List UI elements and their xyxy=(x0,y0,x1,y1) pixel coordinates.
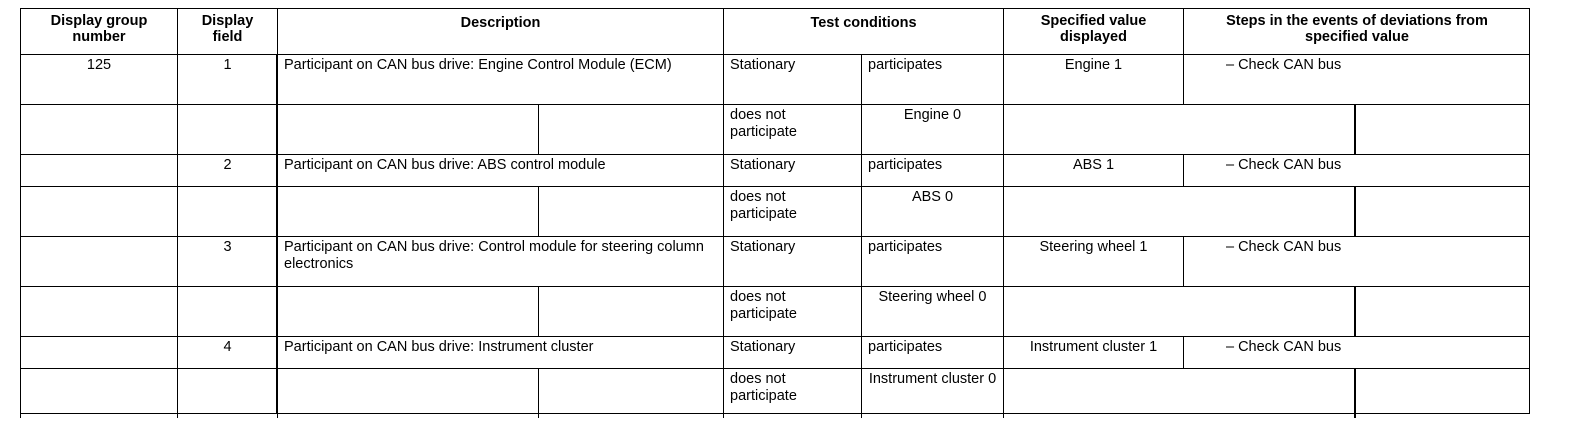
row-group-number xyxy=(20,236,177,286)
header-test-conditions: Test conditions xyxy=(723,8,1003,54)
alt-row-value: ABS 0 xyxy=(861,186,1003,236)
alt-divider xyxy=(1354,104,1356,154)
alt-row-empty-a xyxy=(1003,186,1355,236)
row-group-number xyxy=(20,336,177,368)
step-text: Check CAN bus xyxy=(1238,57,1342,73)
row-display-field: 2 xyxy=(177,154,277,186)
alt-row-condition: does not participate xyxy=(723,104,861,154)
alt-row-empty-b xyxy=(1355,286,1530,336)
row-condition-state: Stationary xyxy=(723,336,861,368)
row-condition-participation: participates xyxy=(861,154,1003,186)
alt-row-description-a xyxy=(277,104,538,154)
dash-bullet: – xyxy=(1226,57,1235,73)
alt-row-group xyxy=(20,104,177,154)
step-text: Check CAN bus xyxy=(1238,157,1342,173)
row-step xyxy=(1183,236,1530,286)
alt-row-empty-b xyxy=(1355,104,1530,154)
row-specified-value: ABS 1 xyxy=(1003,154,1183,186)
row-condition-participation: participates xyxy=(861,54,1003,104)
alt-row-field xyxy=(177,286,277,336)
row-description: Participant on CAN bus drive: Instrument cluster xyxy=(277,336,723,368)
row-display-field: 1 xyxy=(177,54,277,104)
alt-row-field xyxy=(177,186,277,236)
alt-divider xyxy=(1354,368,1356,418)
alt-row-description-a xyxy=(277,368,538,418)
alt-divider xyxy=(1354,186,1356,236)
header-description: Description xyxy=(277,8,723,54)
row-description: Participant on CAN bus drive: Engine Control Module (ECM) xyxy=(277,54,723,104)
alt-row-condition: does not participate xyxy=(723,368,861,418)
column-divider xyxy=(276,54,278,414)
dash-bullet: – xyxy=(1226,157,1235,173)
row-condition-participation: participates xyxy=(861,236,1003,286)
step-text: Check CAN bus xyxy=(1238,239,1342,255)
measured-values-table xyxy=(20,8,1530,414)
row-group-number: 125 xyxy=(20,54,177,104)
row-specified-value: Steering wheel 1 xyxy=(1003,236,1183,286)
alt-row-condition: does not participate xyxy=(723,286,861,336)
alt-row-field xyxy=(177,104,277,154)
dash-bullet: – xyxy=(1226,339,1235,355)
row-description: Participant on CAN bus drive: Control module for steering column electronics xyxy=(277,236,723,286)
row-specified-value: Instrument cluster 1 xyxy=(1003,336,1183,368)
alt-row-empty-a xyxy=(1003,286,1355,336)
alt-row-description-a xyxy=(277,186,538,236)
alt-row-group xyxy=(20,186,177,236)
alt-row-group xyxy=(20,368,177,418)
row-step xyxy=(1183,54,1530,104)
row-display-field: 3 xyxy=(177,236,277,286)
alt-row-description-b xyxy=(538,286,723,336)
alt-row-value: Steering wheel 0 xyxy=(861,286,1003,336)
alt-row-description-a xyxy=(277,286,538,336)
dash-bullet: – xyxy=(1226,239,1235,255)
alt-row-empty-a xyxy=(1003,368,1355,418)
row-condition-state: Stationary xyxy=(723,236,861,286)
alt-row-empty-a xyxy=(1003,104,1355,154)
row-group-number xyxy=(20,154,177,186)
alt-row-field xyxy=(177,368,277,418)
header-steps: Steps in the events of deviations from specified value xyxy=(1183,8,1530,54)
step-text: Check CAN bus xyxy=(1238,339,1342,355)
alt-row-group xyxy=(20,286,177,336)
header-group: Display group number xyxy=(20,8,177,54)
alt-row-empty-b xyxy=(1355,368,1530,418)
alt-row-description-b xyxy=(538,368,723,418)
alt-row-condition: does not participate xyxy=(723,186,861,236)
alt-row-description-b xyxy=(538,186,723,236)
row-condition-state: Stationary xyxy=(723,154,861,186)
row-description: Participant on CAN bus drive: ABS control module xyxy=(277,154,723,186)
row-specified-value: Engine 1 xyxy=(1003,54,1183,104)
alt-row-value: Instrument cluster 0 xyxy=(861,368,1003,418)
row-step xyxy=(1183,336,1530,368)
row-step xyxy=(1183,154,1530,186)
header-specified: Specified value displayed xyxy=(1003,8,1183,54)
header-field: Display field xyxy=(177,8,277,54)
row-display-field: 4 xyxy=(177,336,277,368)
alt-row-empty-b xyxy=(1355,186,1530,236)
row-condition-participation: participates xyxy=(861,336,1003,368)
alt-row-value: Engine 0 xyxy=(861,104,1003,154)
row-condition-state: Stationary xyxy=(723,54,861,104)
alt-row-description-b xyxy=(538,104,723,154)
alt-divider xyxy=(1354,286,1356,336)
